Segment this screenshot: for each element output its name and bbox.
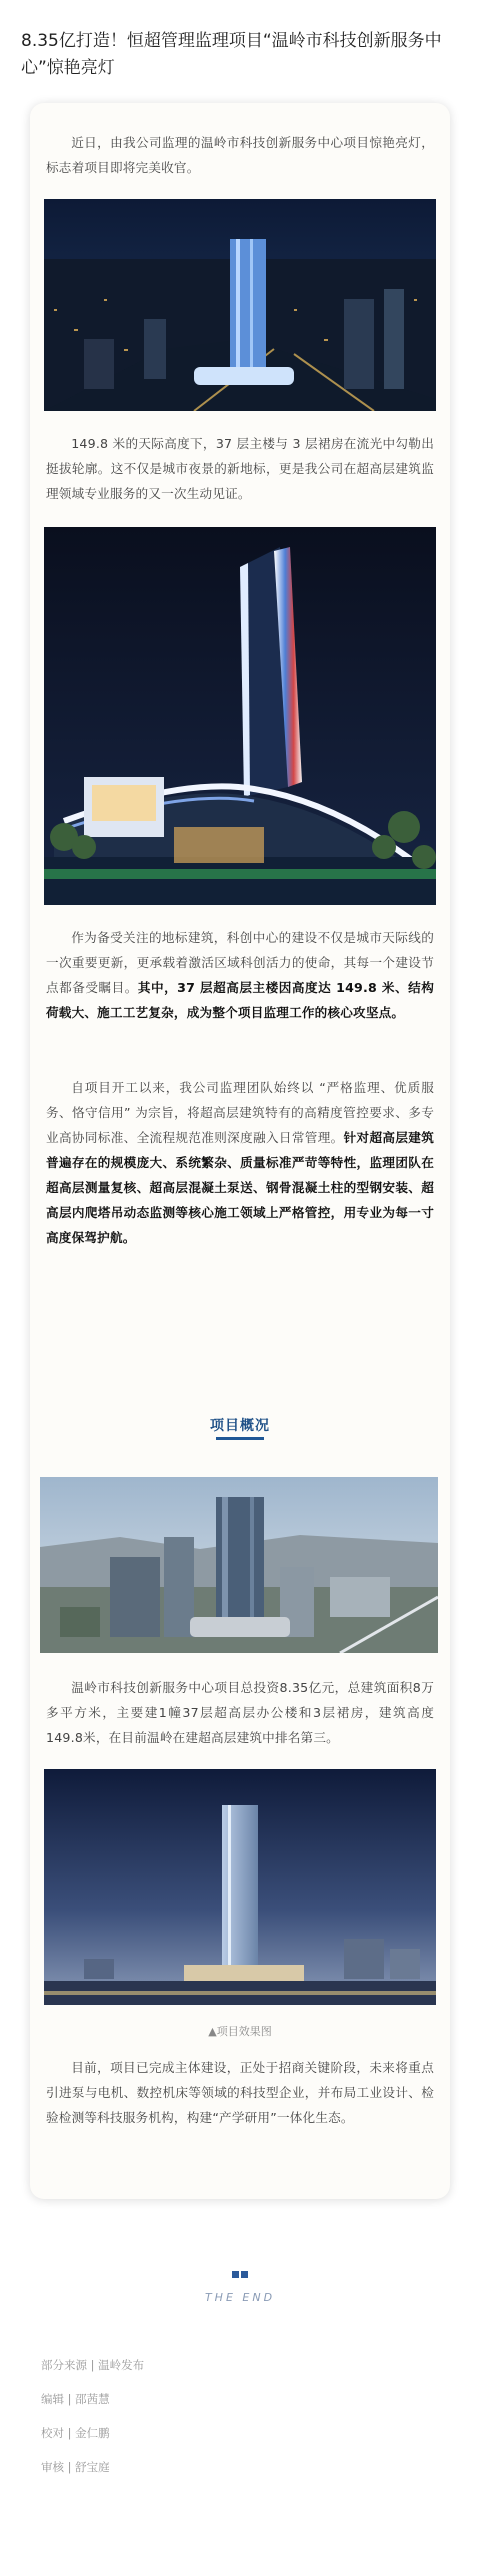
photo-tower-night [44,527,436,905]
significance-paragraph [46,925,434,1025]
end-text: THE END [204,2291,276,2304]
photo-rendering [44,1769,436,2005]
credit-reviewer: 审核 | 舒宝庭 [41,2460,110,2474]
supervision-paragraph [46,1075,434,1250]
credit-source: 部分来源 | 温岭发布 [41,2358,145,2372]
significance-text: 作为备受关注的地标建筑，科创中心的建设不仅是城市天际线的一次重要更新，更承载着激活区域科创活力的使命，其每一个建设节点都备受瞩目。 [46,930,434,995]
rendering-caption: ▲项目效果图 [208,2025,272,2038]
credit-editor: 编辑 | 邵茜慧 [41,2392,110,2406]
height-paragraph: 149.8 米的天际高度下，37 层主楼与 3 层裙房在流光中勾勒出挺拔轮廓。这不仅是城市夜景的新地标，更是我公司在超高层建筑监理领域专业服务的又一次生动见证。 [46,436,434,501]
section-underline [216,1437,264,1440]
intro-paragraph: 近日，由我公司监理的温岭市科技创新服务中心项目惊艳亮灯，标志着项目即将完美收官。 [46,135,434,175]
credit-proofreader: 校对 | 金仁鹏 [41,2426,110,2440]
section-title-overview: 项目概况 [210,1418,270,1434]
supervision-text: 自项目开工以来，我公司监理团队始终以 “严格监理、优质服务、恪守信用” 为宗旨，将超高层建筑特有的高精度管控要求、多专业高协同标准、全流程规范准则深度融入日常管理。 [46,1080,434,1145]
article-card [30,103,450,2199]
twin-square-icon [232,2271,248,2279]
end-square-left [232,2271,239,2278]
supervision-emphasis: 针对超高层建筑普遍存在的规模庞大、系统繁杂、质量标准严苛等特性，监理团队在超高层测量复核、超高层混凝土泵送、钢骨混凝土柱的型钢安装、超高层内爬塔吊动态监测等核心施工领域上严格管控，用专业为每一寸高度保驾护航。 [46,1130,434,1245]
photo-aerial-day [40,1477,438,1653]
significance-emphasis: 其中，37 层超高层主楼因高度达 149.8 米、结构荷载大、施工工艺复杂，成为整个项目监理工作的核心攻坚点。 [46,980,434,1020]
overview-paragraph: 温岭市科技创新服务中心项目总投资8.35亿元，总建筑面积8万多平方米，主要建1幢37层超高层办公楼和3层裙房，建筑高度149.8米，在目前温岭在建超高层建筑中排名第三。 [46,1680,434,1745]
status-paragraph: 目前，项目已完成主体建设，正处于招商关键阶段，未来将重点引进泵与电机、数控机床等领域的科技型企业，并布局工业设计、检验检测等科技服务机构，构建“产学研用”一体化生态。 [46,2060,434,2125]
article-headline: 8.35亿打造！恒超管理监理项目“温岭市科技创新服务中心”惊艳亮灯 [21,31,442,78]
end-square-right [241,2271,248,2278]
photo-aerial-night [44,199,436,411]
